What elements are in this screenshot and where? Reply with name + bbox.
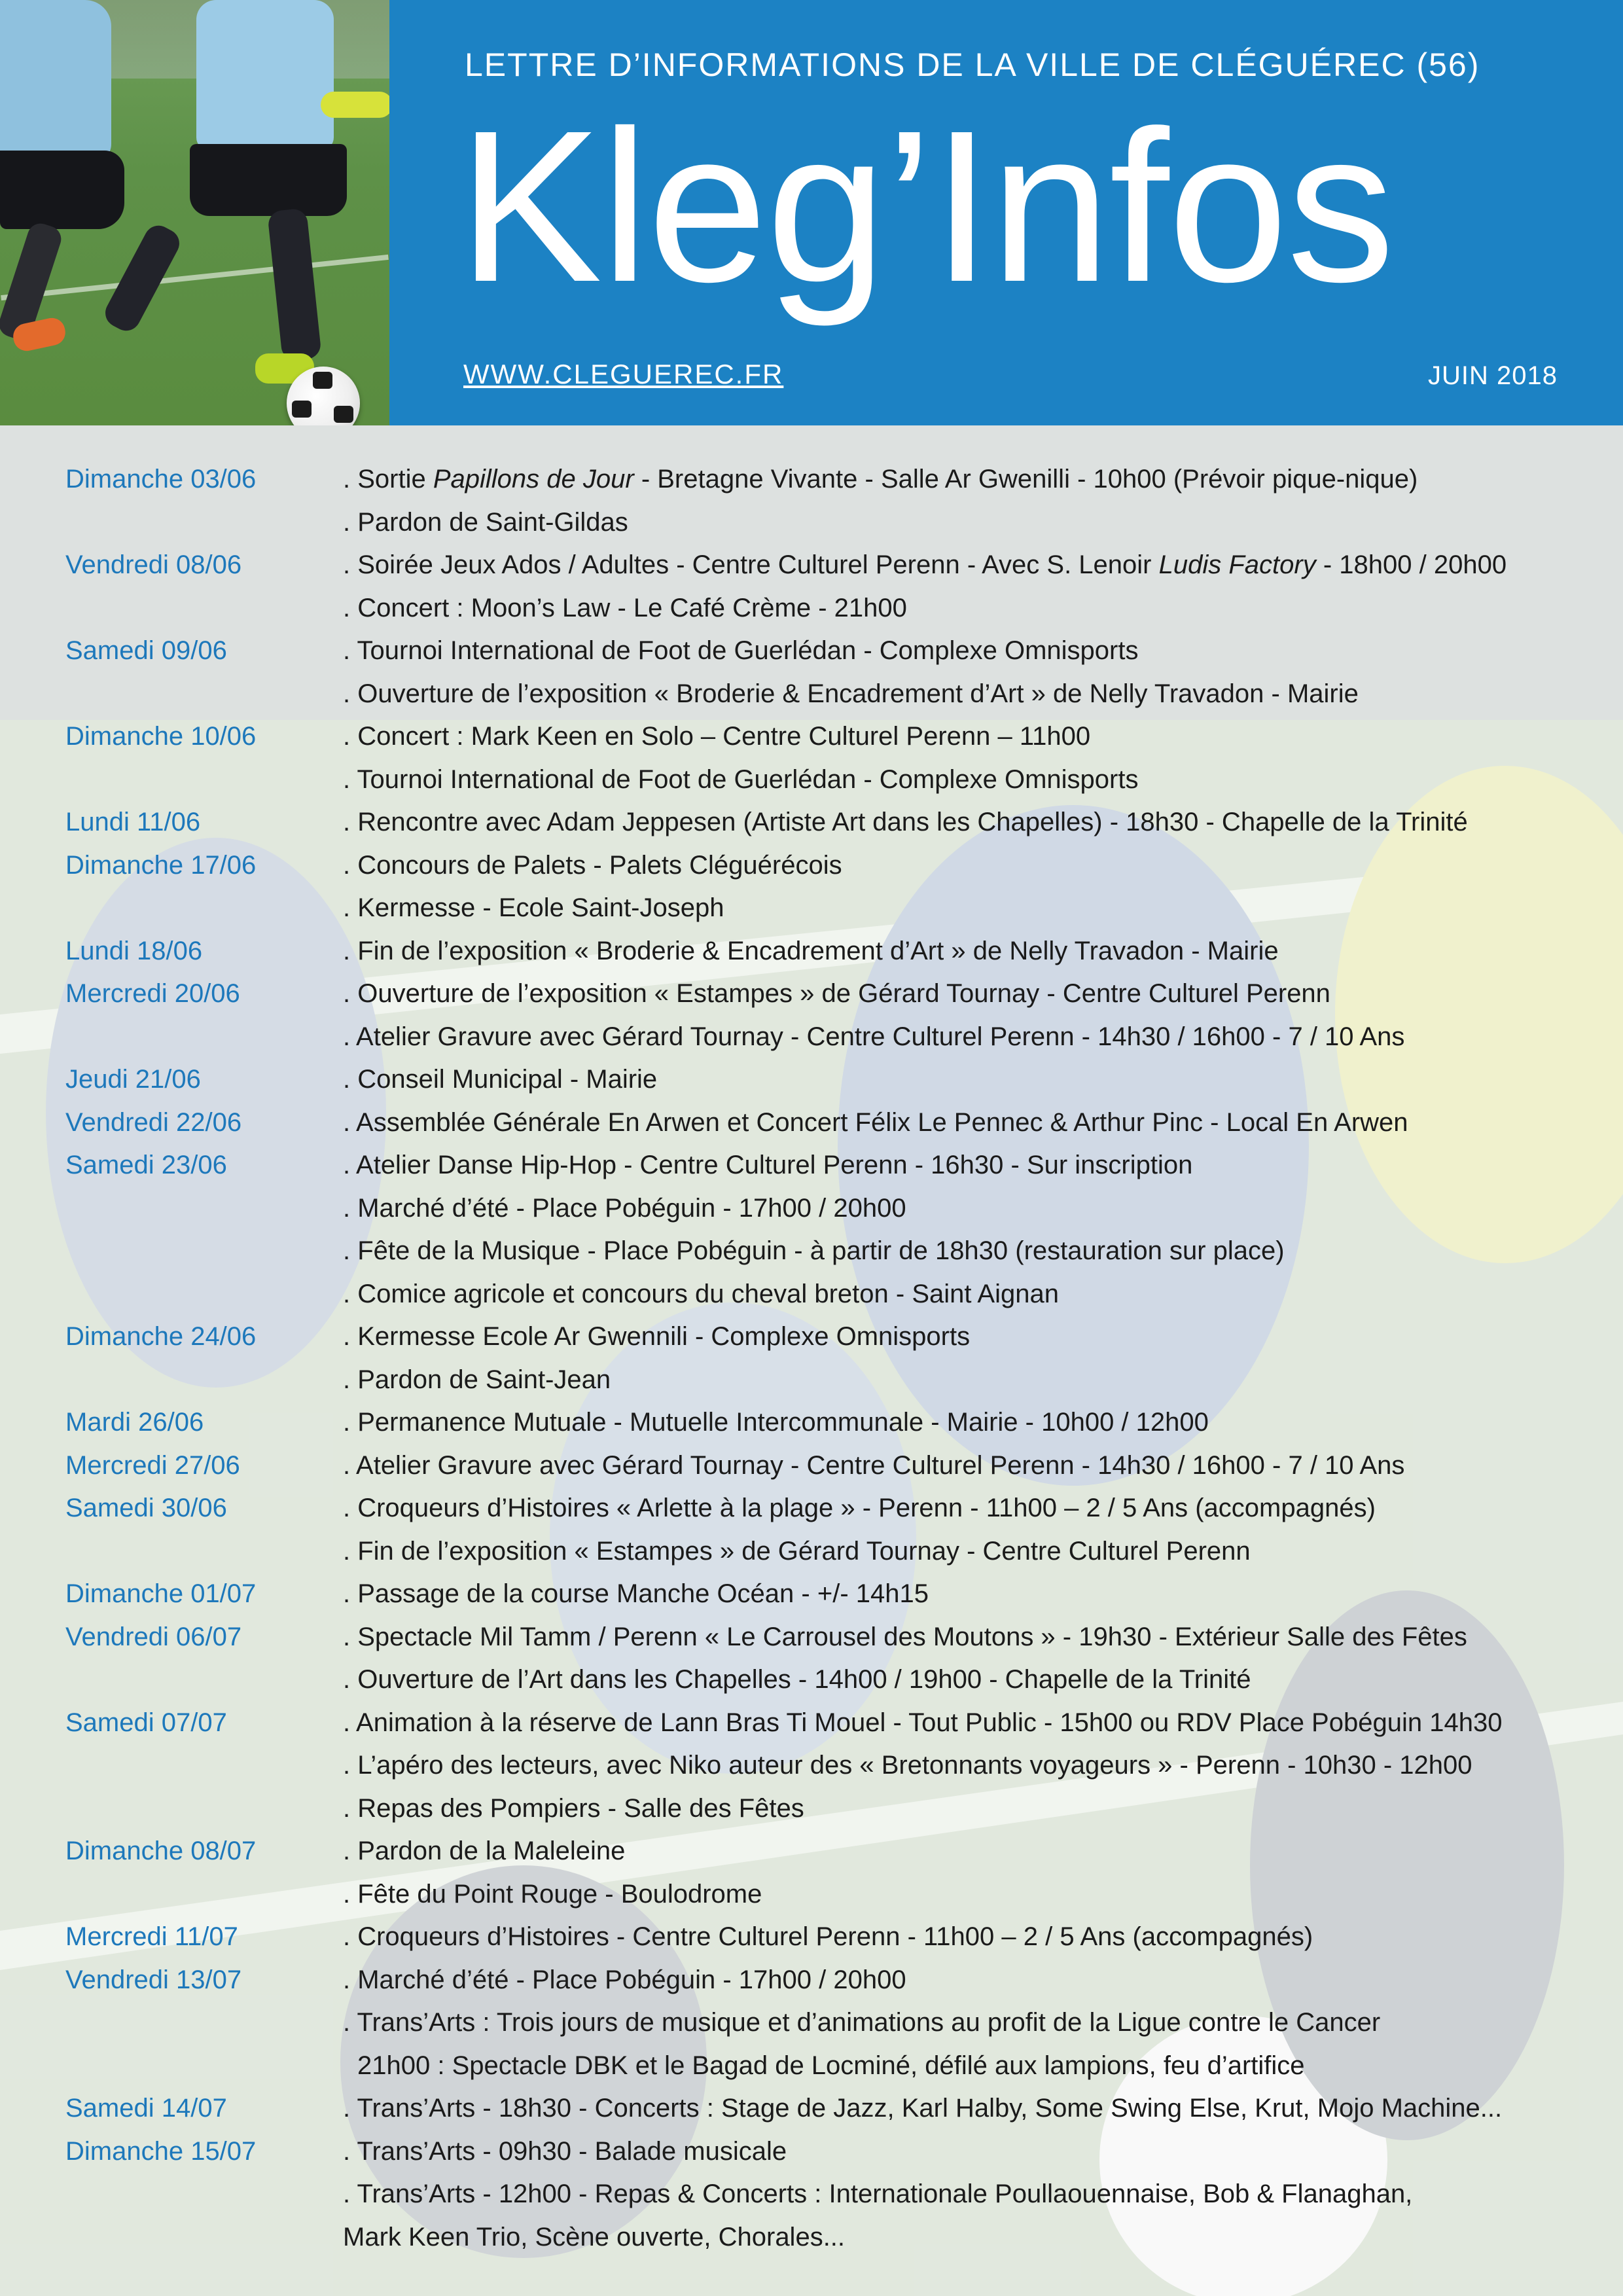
player-1-shorts <box>0 151 124 229</box>
event-date: Dimanche 10/06 <box>65 722 257 751</box>
event-description: . Marché d’été - Place Pobéguin - 17h00 / 20h00 <box>343 1193 906 1223</box>
event-row <box>0 1660 1623 1703</box>
player-2-sleeve <box>321 92 389 118</box>
event-row <box>0 2132 1623 2175</box>
event-description: 21h00 : Spectacle DBK et le Bagad de Locminé, défilé aux lampions, feu d’artifice <box>357 2051 1305 2080</box>
event-description: Mark Keen Trio, Scène ouverte, Chorales... <box>343 2222 846 2251</box>
event-row <box>0 1960 1623 2003</box>
event-description <box>343 545 1507 584</box>
event-description: . Trans’Arts - 09h30 - Balade musicale <box>343 2136 787 2166</box>
event-description: . Fin de l’exposition « Broderie & Encadrement d’Art » de Nelly Travadon - Mairie <box>343 936 1279 965</box>
header-banner <box>389 0 1623 425</box>
event-row <box>0 1403 1623 1446</box>
event-row <box>0 459 1623 503</box>
event-description: . Tournoi International de Foot de Guerlédan - Complexe Omnisports <box>343 636 1139 665</box>
event-date: Dimanche 17/06 <box>65 850 257 880</box>
event-description: . Croqueurs d’Histoires - Centre Culturel Perenn - 11h00 – 2 / 5 Ans (accompagnés) <box>343 1922 1313 1951</box>
event-row <box>0 802 1623 846</box>
photo-field-line <box>1 255 389 300</box>
event-row <box>0 760 1623 803</box>
event-description: . Concours de Palets - Palets Cléguérécois <box>343 850 842 880</box>
event-row <box>0 1360 1623 1403</box>
event-date: Lundi 11/06 <box>65 808 201 836</box>
event-description: . Pardon de Saint-Gildas <box>343 507 628 537</box>
event-row <box>0 2046 1623 2089</box>
event-row <box>0 931 1623 975</box>
event-row <box>0 588 1623 632</box>
event-description: . Ouverture de l’exposition « Estampes » de Gérard Tournay - Centre Culturel Perenn <box>343 979 1330 1008</box>
event-row <box>0 1317 1623 1360</box>
event-date: Samedi 14/07 <box>65 2094 227 2123</box>
event-row <box>0 1145 1623 1189</box>
event-date: Lundi 18/06 <box>65 936 203 965</box>
event-description: . Fête de la Musique - Place Pobéguin - à partir de 18h30 (restauration sur place) <box>343 1236 1285 1265</box>
player-1-shirt <box>0 0 111 164</box>
event-description: . Atelier Danse Hip-Hop - Centre Culturel Perenn - 16h30 - Sur inscription <box>343 1151 1193 1179</box>
event-description: . Kermesse Ecole Ar Gwennili - Complexe Omnisports <box>343 1322 971 1351</box>
newsletter-title: Kleg’Infos <box>458 85 1394 327</box>
event-row <box>0 717 1623 760</box>
event-description: . Pardon de Saint-Jean <box>343 1365 611 1394</box>
event-row <box>0 1874 1623 1918</box>
event-description: . Pardon de la Maleleine <box>343 1837 626 1865</box>
event-row <box>0 1488 1623 1532</box>
newsletter-subtitle: LETTRE D’INFORMATIONS DE LA VILLE DE CLÉGUÉREC (56) <box>465 46 1480 83</box>
event-description: . Ouverture de l’exposition « Broderie & Encadrement d’Art » de Nelly Travadon - Mairie <box>343 679 1359 708</box>
event-row <box>0 1574 1623 1617</box>
event-description: . Fête du Point Rouge - Boulodrome <box>343 1879 762 1909</box>
event-date: Mardi 26/06 <box>65 1408 204 1437</box>
event-date: Vendredi 08/06 <box>65 550 242 579</box>
event-date: Dimanche 01/07 <box>65 1579 257 1608</box>
event-description: . Croqueurs d’Histoires « Arlette à la plage » - Perenn - 11h00 – 2 / 5 Ans (accompagnés) <box>343 1494 1376 1522</box>
issue-date: JUIN 2018 <box>1428 361 1558 390</box>
event-row <box>0 2089 1623 2132</box>
event-description: . Trans’Arts : Trois jours de musique et d’animations au profit de la Ligue contre le Cancer <box>343 2008 1381 2037</box>
player-2-leg <box>267 207 322 361</box>
event-date: Vendredi 22/06 <box>65 1107 242 1137</box>
event-row <box>0 503 1623 546</box>
header-photo <box>0 0 389 425</box>
event-date: Dimanche 03/06 <box>65 465 257 493</box>
event-description: . Ouverture de l’Art dans les Chapelles - 14h00 / 19h00 - Chapelle de la Trinité <box>343 1665 1251 1694</box>
event-description: . Concert : Mark Keen en Solo – Centre Culturel Perenn – 11h00 <box>343 722 1091 751</box>
event-description: . Comice agricole et concours du cheval breton - Saint Aignan <box>343 1279 1059 1308</box>
event-date: Samedi 30/06 <box>65 1494 227 1522</box>
event-row <box>0 1103 1623 1146</box>
event-description: . Tournoi International de Foot de Guerlédan - Complexe Omnisports <box>343 764 1139 794</box>
event-description: . Permanence Mutuale - Mutuelle Intercommunale - Mairie - 10h00 / 12h00 <box>343 1408 1209 1437</box>
event-description: . Concert : Moon’s Law - Le Café Crème - 21h00 <box>343 593 907 622</box>
event-row <box>0 2217 1623 2261</box>
event-date: Mercredi 20/06 <box>65 979 240 1008</box>
event-row <box>0 1060 1623 1103</box>
event-date: Dimanche 24/06 <box>65 1322 257 1351</box>
event-row <box>0 545 1623 588</box>
event-row <box>0 1017 1623 1060</box>
events-section <box>0 425 1623 2296</box>
event-text-part: - Bretagne Vivante - Salle Ar Gwenilli - 10h00 (Prévoir pique-nique) <box>633 465 1418 493</box>
event-row <box>0 888 1623 931</box>
event-description: . Repas des Pompiers - Salle des Fêtes <box>343 1793 804 1823</box>
event-row <box>0 1446 1623 1489</box>
event-description: . Rencontre avec Adam Jeppesen (Artiste Art dans les Chapelles) - 18h30 - Chapelle de la Trinité <box>343 808 1468 836</box>
event-description: . Animation à la réserve de Lann Bras Ti Mouel - Tout Public - 15h00 ou RDV Place Pobéguin 14h30 <box>343 1708 1503 1737</box>
event-row <box>0 631 1623 674</box>
event-row <box>0 1917 1623 1960</box>
event-description <box>343 459 1418 499</box>
event-description: . Marché d’été - Place Pobéguin - 17h00 / 20h00 <box>343 1965 906 1994</box>
event-row <box>0 1831 1623 1874</box>
event-description: . Atelier Gravure avec Gérard Tournay - Centre Culturel Perenn - 14h30 / 16h00 - 7 / 10 Ans <box>343 1450 1405 1480</box>
website-link[interactable]: WWW.CLEGUEREC.FR <box>463 359 784 389</box>
ball-patch <box>292 401 312 418</box>
event-text-part: . Sortie <box>343 465 433 493</box>
ball-patch <box>313 372 332 389</box>
event-text-italic: Ludis Factory <box>1158 550 1316 579</box>
event-row <box>0 1746 1623 1789</box>
event-description: . Fin de l’exposition « Estampes » de Gérard Tournay - Centre Culturel Perenn <box>343 1536 1251 1566</box>
event-row <box>0 1617 1623 1660</box>
event-description: . Passage de la course Manche Océan - +/- 14h15 <box>343 1579 929 1608</box>
event-description: . Assemblée Générale En Arwen et Concert Félix Le Pennec & Arthur Pinc - Local En Arwen <box>343 1107 1408 1137</box>
event-row <box>0 846 1623 889</box>
event-date: Samedi 23/06 <box>65 1151 227 1179</box>
event-row <box>0 674 1623 717</box>
player-2-shirt <box>196 0 334 151</box>
event-date: Samedi 07/07 <box>65 1708 227 1737</box>
event-description: . Trans’Arts - 12h00 - Repas & Concerts : Internationale Poullaouennaise, Bob & Flanaghan, <box>343 2179 1413 2208</box>
event-date: Vendredi 13/07 <box>65 1965 242 1994</box>
event-description: . L’apéro des lecteurs, avec Niko auteur des « Bretonnants voyageurs » - Perenn - 10h30 - 12h00 <box>343 1751 1472 1780</box>
event-text-part: . Soirée Jeux Ados / Adultes - Centre Culturel Perenn - Avec S. Lenoir <box>343 550 1159 579</box>
events-list <box>0 459 1623 2260</box>
event-row <box>0 2003 1623 2046</box>
event-row <box>0 1789 1623 1832</box>
event-description: . Spectacle Mil Tamm / Perenn « Le Carrousel des Moutons » - 19h30 - Extérieur Salle des Fêtes <box>343 1622 1467 1651</box>
event-description: . Kermesse - Ecole Saint-Joseph <box>343 893 724 922</box>
event-description: . Conseil Municipal - Mairie <box>343 1065 658 1094</box>
event-date: Dimanche 15/07 <box>65 2136 257 2166</box>
event-date: Mercredi 27/06 <box>65 1450 240 1480</box>
event-row <box>0 2174 1623 2217</box>
event-date: Samedi 09/06 <box>65 636 227 665</box>
player-2-shorts <box>190 144 347 216</box>
event-row <box>0 1231 1623 1274</box>
event-date: Mercredi 11/07 <box>65 1922 238 1951</box>
event-text-italic: Papillons de Jour <box>433 465 634 493</box>
event-row <box>0 1532 1623 1575</box>
event-row <box>0 1703 1623 1746</box>
event-row <box>0 1189 1623 1232</box>
event-description: . Trans’Arts - 18h30 - Concerts : Stage de Jazz, Karl Halby, Some Swing Else, Krut, Mojo Machine... <box>343 2094 1503 2123</box>
event-date: Dimanche 08/07 <box>65 1837 257 1865</box>
event-row <box>0 974 1623 1017</box>
event-description: . Atelier Gravure avec Gérard Tournay - Centre Culturel Perenn - 14h30 / 16h00 - 7 / 10 Ans <box>343 1022 1405 1051</box>
event-row <box>0 1274 1623 1318</box>
event-text-part: - 18h00 / 20h00 <box>1315 550 1507 579</box>
ball-patch <box>334 406 353 423</box>
event-date: Vendredi 06/07 <box>65 1622 242 1651</box>
event-date: Jeudi 21/06 <box>65 1065 201 1094</box>
